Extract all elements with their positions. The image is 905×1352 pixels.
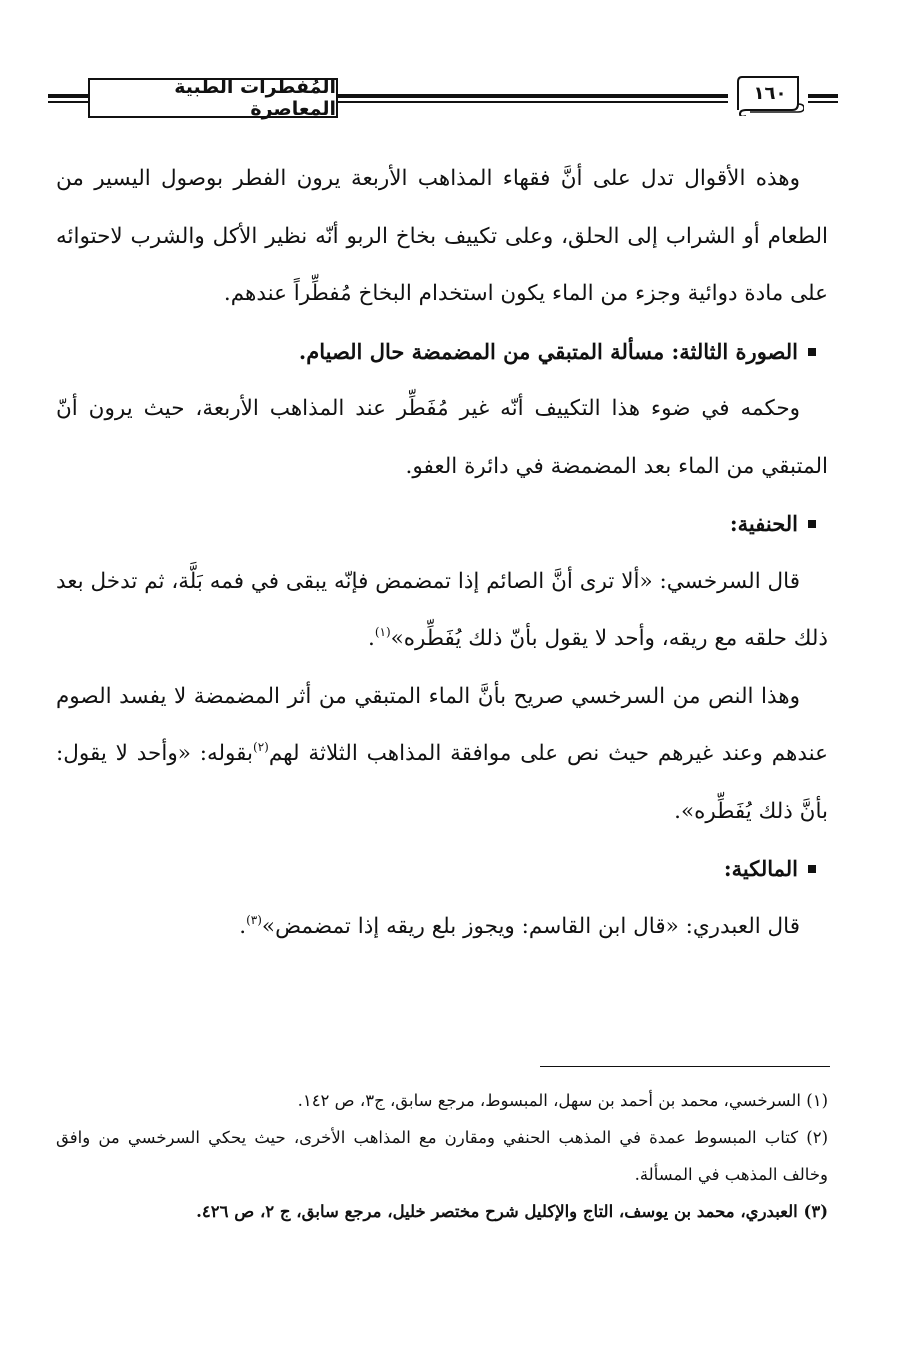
- punctuation: .: [239, 913, 247, 939]
- footnote-number: (٣): [803, 1202, 828, 1221]
- paragraph-text: بقوله: «وأحد لا يقول: بأنَّ ذلك يُفَطِّره».: [56, 741, 828, 824]
- footnote-ref[interactable]: (٢): [253, 740, 269, 754]
- footnote-text: كتاب المبسوط عمدة في المذهب الحنفي ومقارن مع المذاهب الأخرى، حيث يحكي السرخسي من وافق وخالف المذهب في المسألة.: [56, 1128, 828, 1184]
- footnote-ref[interactable]: (٣): [246, 912, 262, 927]
- square-bullet-icon: [808, 865, 816, 873]
- section-heading: [56, 495, 828, 553]
- footnote-number: (٢): [806, 1128, 829, 1147]
- quote-text: قال العبدري: «قال ابن القاسم: ويجوز بلع ريقه إذا تمضمض»: [261, 913, 800, 939]
- footnote: [56, 1082, 828, 1119]
- footnote-number: (١): [806, 1091, 828, 1110]
- section-heading-text: المالكية:: [723, 856, 798, 881]
- running-header: [48, 70, 838, 128]
- header-rule: [338, 94, 728, 98]
- section-heading: [56, 840, 828, 898]
- square-bullet-icon: [808, 520, 816, 528]
- square-bullet-icon: [808, 348, 816, 356]
- header-rule: [48, 94, 88, 98]
- header-rule: [48, 101, 88, 103]
- paragraph-text: وهذا النص من السرخسي صريح بأنَّ الماء المتبقي من أثر المضمضة لا يفسد الصوم عندهم وعند غيرهم حيث نص على موافقة المذاهب الثلاثة لهم: [56, 683, 828, 766]
- header-rule: [338, 101, 728, 103]
- page-number: ١٦٠: [753, 82, 787, 104]
- paragraph: وهذه الأقوال تدل على أنَّ فقهاء المذاهب الأربعة يرون الفطر بوصول اليسير من الطعام أو الشراب إلى الحلق، وعلى تكييف بخاخ الربو أنّه نظير الأكل والشرب لاحتوائه على مادة دوائية وجزء من الماء يكون استخدام البخاخ مُفطِّراً عندهم.: [56, 166, 828, 306]
- paragraph: وحكمه في ضوء هذا التكييف أنّه غير مُفَطِّر عند المذاهب الأربعة، حيث يرون أنّ المتبقي من الماء بعد المضمضة في دائرة العفو.: [56, 396, 828, 479]
- header-rule: [808, 94, 838, 98]
- running-title: المُفطرات الطبية المعاصرة: [88, 78, 338, 118]
- header-rule: [808, 101, 838, 103]
- main-text: [56, 150, 828, 955]
- quote-text: قال السرخسي: «ألا ترى أنَّ الصائم إذا تمضمض فإنّه يبقى في فمه بَلَّة، ثم تدخل بعد ذلك حلقه مع ريقه، وأحد لا يقول بأنّ ذلك يُفَطِّره»: [56, 568, 828, 651]
- punctuation: .: [367, 626, 375, 651]
- section-heading-text: الحنفية:: [729, 511, 798, 536]
- footnotes: [56, 1082, 828, 1230]
- footnote: [56, 1119, 828, 1193]
- footnote: [56, 1193, 828, 1230]
- page-number-scroll: [736, 74, 804, 116]
- quote-paragraph: [56, 898, 828, 956]
- quote-paragraph: [56, 553, 828, 668]
- section-heading: [56, 323, 828, 381]
- footnote-text: العبدري، محمد بن يوسف، التاج والإكليل شرح مختصر خليل، مرجع سابق، ج ٢، ص ٤٢٦.: [196, 1202, 798, 1221]
- footnote-ref[interactable]: (١): [374, 625, 391, 639]
- section-heading-text: الصورة الثالثة: مسألة المتبقي من المضمضة حال الصيام.: [298, 338, 798, 364]
- footnote-text: السرخسي، محمد بن أحمد بن سهل، المبسوط، مرجع سابق، ج٣، ص ١٤٢.: [297, 1091, 801, 1110]
- paragraph: [56, 668, 828, 841]
- footnote-separator: [540, 1066, 830, 1067]
